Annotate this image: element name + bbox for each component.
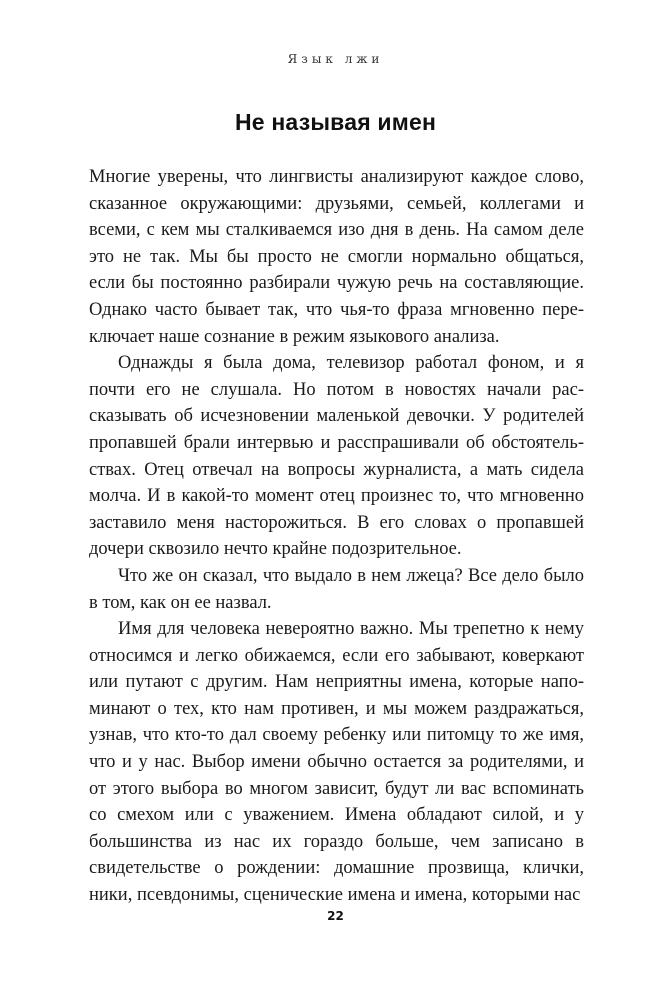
- running-header: Язык лжи: [287, 52, 384, 66]
- page-number: 22: [327, 909, 344, 923]
- chapter-title: Не называя имен: [234, 109, 437, 135]
- paragraph: Что же он сказал, что выдало в нем лжеца? Все дело было в том, как он ее назвал.: [89, 565, 584, 613]
- body-text: [89, 164, 584, 909]
- paragraph: Однажды я была дома, телевизор работал фоном, и я почти его не слушала. Но потом в новостях начали рассказывать об исчезновении маленькой девочки. У родителей пропавшей брали интервью и расспрашивали об обстоятельствах. Отец отвечал на вопросы журналиста, а мать сидела молча. И в какой-то момент отец произнес то, что мгновенно заставило меня насторожиться. В его словах о пропавшей дочери сквозило нечто крайне подозрительное.: [89, 353, 584, 560]
- paragraph: Многие уверены, что лингвисты анализируют каждое слово, сказанное окружающими: друзьями, семьей, коллегами и всеми, с кем мы сталкиваемся изо дня в день. На самом деле это не так. Мы бы просто не смогли нормально общаться, если бы постоянно разбирали чужую речь на составляющие. Однако часто бывает так, что чья-то фраза мгновенно переключает наше сознание в режим языкового анализа.: [89, 167, 584, 347]
- paragraph: Имя для человека невероятно важно. Мы трепетно к нему относимся и легко обижаемся, если его забывают, коверкают или путают с другим. Нам неприятны имена, которые напоминают о тех, кто нам противен, и мы можем раздражаться, узнав, что кто-то дал своему ребенку или питомцу то же имя, что и у нас. Выбор имени обычно остается за родителями, и от этого выбора во многом зависит, будут ли вас вспоминать со смехом или с уважением. Имена обладают силой, и у большинства из нас их гораздо больше, чем записано в свидетельстве о рождении: домашние прозвища, клички, ники, псевдонимы, сценические имена и имена, которыми нас: [89, 619, 584, 906]
